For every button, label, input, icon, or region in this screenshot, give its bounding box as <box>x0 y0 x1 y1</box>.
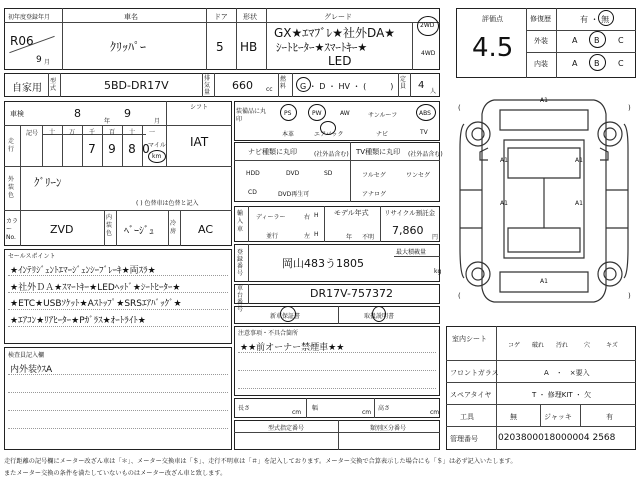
first-reg-month-unit: 月 <box>44 59 51 66</box>
navi-cd: CD <box>248 189 257 196</box>
width-cm: cm <box>362 409 372 416</box>
tv-sub: (社外品含む) <box>408 151 443 158</box>
tv-fullseg: フルセグ <box>362 172 386 179</box>
tools-label: 工具 <box>460 413 474 421</box>
exterior-grade-a: A <box>572 36 578 45</box>
displacement-cc: cc <box>266 86 273 93</box>
color-code: ZVD <box>50 223 74 236</box>
mark-a1-bottom: A1 <box>540 278 548 285</box>
interior-sheet-label: 室内シート <box>452 335 487 343</box>
sheet-opt-burn: コゲ <box>508 342 521 349</box>
inspection-label: 車検 <box>10 110 24 118</box>
exterior-grade-b: B <box>594 36 600 45</box>
tv-label: TV種類に丸印 <box>356 148 401 156</box>
shift-value: IAT <box>190 135 209 149</box>
selling-points-label: セールスポイント <box>8 253 56 260</box>
registration-number: 岡山483う1805 <box>282 257 364 270</box>
sheet-opt-scratch: キズ <box>606 342 618 349</box>
digit-label-2: 千 <box>88 129 95 136</box>
car-name: ｸﾘｯﾊﾟｰ <box>110 40 147 54</box>
interior-color: ﾍﾞｰｼﾞｭ <box>124 226 154 237</box>
import-dealer: ディーラー <box>256 214 286 221</box>
ac-value: AC <box>198 223 214 236</box>
exterior-color-label: 外装色 <box>8 176 15 199</box>
mileage-digit-4: 8 <box>128 142 136 156</box>
windshield-label: フロントガラス <box>450 369 499 377</box>
equip-airbag: エアバック <box>314 131 344 138</box>
width-label: 幅 <box>312 405 319 412</box>
length-label: 長さ <box>238 405 251 412</box>
exterior-grade-label: 外装 <box>534 37 548 45</box>
mileage-digit-2: 7 <box>88 142 96 156</box>
max-load-kg: kg <box>434 268 442 275</box>
displacement: 660 <box>232 79 253 92</box>
height-label: 高さ <box>378 405 391 412</box>
interior-grade-circle <box>589 54 606 71</box>
mileage-notes-label: 記号 <box>26 130 39 137</box>
manual: 取扱説明書 <box>364 313 395 320</box>
inspection-month-unit: 月 <box>154 118 161 125</box>
exterior-color: ｸﾞﾘｰﾝ <box>34 176 62 189</box>
fuel-g-circle <box>296 77 311 92</box>
interior-grade-a: A <box>572 59 578 68</box>
tools-value: 無 <box>510 413 517 421</box>
doors-label: ドア <box>214 13 228 21</box>
type-designation-label: 型式指定番号 <box>268 425 305 432</box>
import-left-h: H <box>314 231 319 238</box>
notes-text: ★★前オーナー禁煙車★★ <box>240 343 345 353</box>
drive-4wd: 4WD <box>421 50 436 57</box>
manual-circle <box>372 306 386 322</box>
digit-label-0: 十 <box>48 129 55 136</box>
equip-ps: PS <box>284 110 292 117</box>
mark-a1-right-front: A1 <box>575 157 583 164</box>
equipment-label: 装備品に丸印 <box>236 108 267 123</box>
diagram-bracket-right-top: ) <box>628 104 631 112</box>
digit-label-4: 十 <box>128 129 135 136</box>
selling-point-3: ★ETC★USBｿｹｯﾄ★Aｽﾄｯﾌﾟ★SRSｴｱﾊﾞｯｸﾞ★ <box>10 299 182 309</box>
import-left: 左 <box>304 233 311 240</box>
color-code-label: カラー No. <box>6 218 19 241</box>
digit-label-3: 百 <box>108 129 115 136</box>
length-cm: cm <box>292 409 302 416</box>
first-reg-year: R06 <box>10 34 34 48</box>
drive-2wd: 2WD <box>420 22 435 29</box>
shape-value: HB <box>240 40 258 54</box>
exterior-grade-circle <box>589 31 606 48</box>
repair-opts: 有 ・ 無 <box>580 15 610 24</box>
displacement-label: 排気量 <box>204 75 211 96</box>
import-right: 右 <box>304 214 311 221</box>
exterior-grade-c: C <box>618 36 624 45</box>
interior-grade-c: C <box>618 59 624 68</box>
navi-label: ナビ種類に丸印 <box>248 148 297 156</box>
usage-value: 自家用 <box>12 83 42 94</box>
first-reg-label: 初年度登録年月 <box>8 14 51 21</box>
recycle-value: 7,860 <box>392 224 424 237</box>
spare-opts: T ・ 修理KIT ・ 欠 <box>532 391 592 399</box>
capacity-unit: 人 <box>430 88 437 95</box>
equip-aw: AW <box>340 110 350 117</box>
type-designation-box <box>234 420 440 450</box>
interior-grade-label: 内装 <box>534 60 548 68</box>
mileage-unit-mile: マイル <box>148 142 166 149</box>
first-reg-month: 9 <box>36 55 42 65</box>
height-cm: cm <box>430 409 440 416</box>
exterior-color-note: ( ) 色替車は色替と記入 <box>136 200 199 207</box>
mark-a1-top: A1 <box>540 97 548 104</box>
inspection-year: 8 <box>74 107 81 120</box>
navi-hdd: HDD <box>246 170 260 177</box>
grade-line3: LED <box>328 54 352 68</box>
dimensions-box <box>234 398 440 418</box>
mgmt-label: 管理番号 <box>450 435 478 443</box>
digit-label-5: 一 <box>148 129 155 136</box>
sheet-opt-hole: 穴 <box>584 342 591 349</box>
inspection-year-unit: 年 <box>104 118 111 125</box>
chassis-label: 車台番号 <box>237 285 244 313</box>
interior-grade-b: B <box>594 59 600 68</box>
jack-label: ジャッキ <box>544 413 572 421</box>
tv-oneseg: ワンセグ <box>406 172 431 179</box>
chassis-number: DR17V-757372 <box>310 287 393 300</box>
recycle-label: リサイクル預託金 <box>384 209 436 217</box>
fuel-options: G ・ D ・ HV ・ ( ) <box>300 82 394 91</box>
spare-label: スペアタイヤ <box>450 391 492 399</box>
docs-box <box>234 306 440 324</box>
mileage-digit-3: 9 <box>108 142 116 156</box>
equip-sunroof: サンルーフ <box>368 112 398 119</box>
equip-leather: 本革 <box>282 131 295 138</box>
equip-pw: PW <box>312 110 322 117</box>
grade-line2: ｼｰﾄﾋｰﾀｰ★ｽﾏｰﾄｷｰ★ <box>276 41 368 54</box>
sheet-opt-dirt: 汚れ <box>556 342 569 349</box>
doors-value: 5 <box>216 40 224 54</box>
equip-navi: ナビ <box>376 131 389 138</box>
selling-point-2: ★社外ＤＡ★ｽﾏｰﾄｷｰ★LEDﾍｯﾄﾞ★ｼｰﾄﾋｰﾀｰ★ <box>10 283 181 293</box>
warranty-circle <box>280 306 296 322</box>
capacity: 4 <box>418 80 425 91</box>
diagram-bracket-right-bottom: ) <box>628 292 631 300</box>
model-code: 5BD-DR17V <box>104 79 169 92</box>
max-load-label: 最大積載量 <box>396 249 427 256</box>
inspector-note: 内外装ｳｽA <box>10 365 53 375</box>
navi-dvd: DVD <box>286 170 300 177</box>
mark-a1-left-rear: A1 <box>500 200 508 207</box>
navi-sd: SD <box>324 170 333 177</box>
capacity-label: 定員 <box>400 76 407 90</box>
import-parallel: 並行 <box>266 233 279 240</box>
score-label: 評価点 <box>482 15 503 23</box>
fuel-label: 燃料 <box>280 76 287 90</box>
mgmt-number: 0203800018000004 2568 <box>498 433 616 443</box>
jack-value: 有 <box>606 413 613 421</box>
mark-a1-right-rear: A1 <box>575 200 583 207</box>
tv-analog: アナログ <box>362 191 387 198</box>
diagram-bracket-left-top: ( <box>458 104 461 112</box>
interior-color-label: 内装色 <box>106 214 113 237</box>
navi-sub: (社外品含む) <box>314 151 349 158</box>
repair-label: 修復歴 <box>530 15 551 23</box>
navi-dvd-play: DVD再生可 <box>278 191 310 198</box>
equip-airbag-circle <box>320 121 336 135</box>
import-right-h: H <box>314 212 319 219</box>
diagram-bracket-left-bottom: ( <box>458 292 461 300</box>
footer-line1: 走行距離の記号欄にメーター改ざん車は「＊」、メーター交換車は「＄」、走行不明車は「＃」を記入しております。メーター交換で合算表示した場合にも「＄」は必ず記入いたします。 <box>4 458 517 465</box>
windshield-opts: A ・ ×要入 <box>544 369 590 377</box>
mileage-label: 走行 <box>8 138 15 153</box>
inspector-label: 検査員記入欄 <box>8 352 45 359</box>
footer-line2: またメーター交換の条件を満たしていないものはメーター改ざん車と致します。 <box>4 470 227 477</box>
model-year-unknown: 不明 <box>362 234 375 241</box>
ac-label: 冷房 <box>170 220 177 235</box>
selling-point-1: ★ｲﾝﾃﾘｼﾞｪﾝﾄｴﾏｰｼﾞｪﾝｼｰﾌﾞﾚｰｷ★両ｽﾗ★ <box>10 266 156 276</box>
score-value: 4.5 <box>472 33 514 63</box>
import-label: 輸入車 <box>237 210 244 233</box>
grade-line1: GX★ｴﾏﾌﾞﾚ★社外DA★ <box>274 26 396 40</box>
category-label: 類別区分番号 <box>370 425 407 432</box>
equip-tv: TV <box>420 129 428 136</box>
mileage-unit-km: km <box>152 153 162 160</box>
new-car-warranty: 新車保証書 <box>270 313 301 320</box>
model-year-unit: 年 <box>346 234 353 241</box>
shape-label: 形状 <box>243 13 257 21</box>
mileage-digit-5: 0 <box>142 142 150 156</box>
shift-label: シフト <box>190 104 209 111</box>
grade-label: グレード <box>324 13 352 21</box>
selling-point-4: ★ｴｱｺﾝ★ﾘｱﾋｰﾀｰ★Pｶﾞﾗｽ★ｵｰﾄﾗｲﾄ★ <box>10 316 146 326</box>
car-name-label: 車名 <box>124 13 138 21</box>
inspection-month: 9 <box>124 107 131 120</box>
repair-circle <box>598 10 614 26</box>
type-label: 型式 <box>50 78 57 92</box>
notes-label: 注意事項・不具合箇所 <box>238 330 299 337</box>
mark-a1-left-front: A1 <box>500 157 508 164</box>
sheet-opt-tear: 破れ <box>532 342 545 349</box>
model-year-label: モデル年式 <box>334 209 369 217</box>
registration-label: 登録番号 <box>237 249 244 277</box>
recycle-yen: 円 <box>432 234 439 241</box>
digit-label-1: 万 <box>68 129 75 136</box>
equip-abs: ABS <box>419 110 431 117</box>
